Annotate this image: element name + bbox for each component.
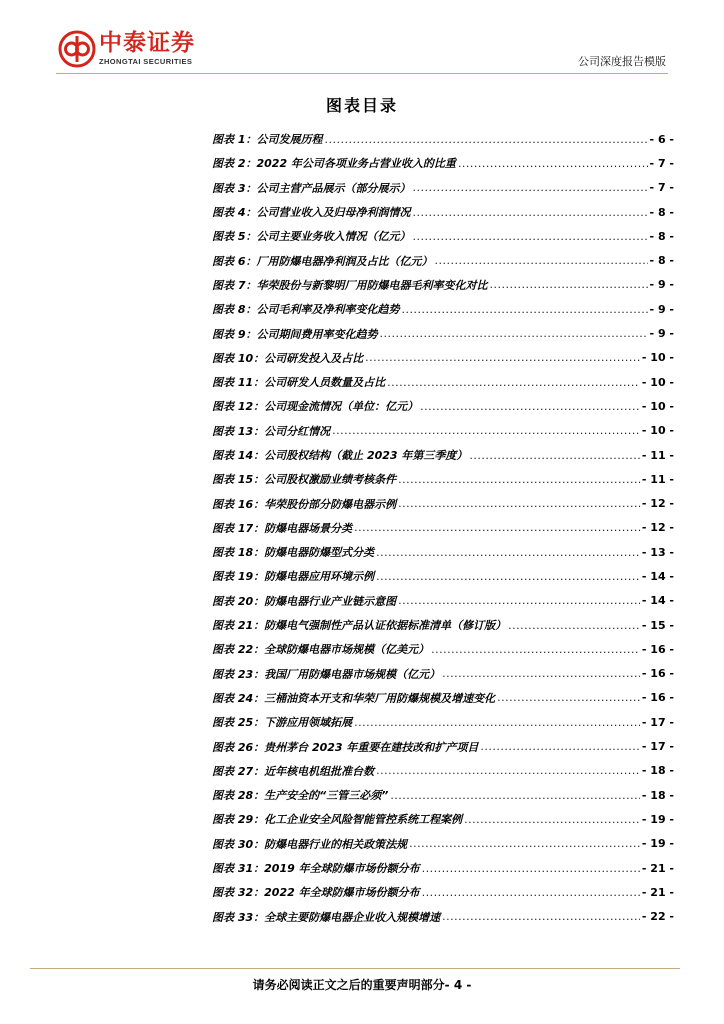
toc-entry-title: 图表 22：全球防爆电器市场规模（亿美元） [212,643,430,657]
toc-entry-page: - 7 - [649,156,674,170]
toc-entry[interactable] [212,467,674,491]
toc-entry[interactable] [212,127,674,151]
toc-leader-dots [324,133,647,146]
toc-entry-page: - 14 - [641,569,674,583]
toc-entry-title: 图表 28：生产安全的“三管三必须” [212,789,389,803]
page-header [0,0,724,80]
toc-leader-dots [412,181,647,194]
toc-entry-page: - 15 - [641,618,674,632]
toc-leader-dots [332,424,640,437]
toc-entry-title: 图表 2：2022 年公司各项业务占营业收入的比重 [212,157,456,171]
toc-leader-dots [464,813,640,826]
toc-entry-page: - 16 - [641,642,674,656]
zhongtai-logo-icon [58,30,96,68]
toc-entry-page: - 17 - [641,740,674,754]
toc-leader-dots [376,570,640,583]
toc-leader-dots [480,740,639,753]
toc-leader-dots [412,206,647,219]
toc-entry[interactable] [212,637,674,661]
toc-entry-page: - 8 - [649,229,674,243]
toc-entry-page: - 10 - [641,424,674,438]
toc-entry-title: 图表 32：2022 年全球防爆市场份额分布 [212,886,420,900]
toc-entry-title: 图表 6：厂用防爆电器净利润及占比（亿元） [212,254,433,268]
toc-entry[interactable] [212,248,674,272]
toc-leader-dots [376,546,640,559]
page-footer [0,976,724,993]
toc-entry-title: 图表 12：公司现金流情况（单位：亿元） [212,400,419,414]
toc-entry[interactable] [212,200,674,224]
toc-entry[interactable] [212,880,674,904]
toc-leader-dots [422,886,640,899]
toc-entry-title: 图表 9：公司期间费用率变化趋势 [212,327,378,341]
toc-leader-dots [398,594,640,607]
toc-leader-dots [497,691,640,704]
toc-entry-page: - 16 - [641,691,674,705]
toc-leader-dots [412,230,647,243]
toc-entry-title: 图表 1：公司发展历程 [212,133,323,147]
toc-entry-title: 图表 24：三桶油资本开支和华荣厂用防爆规模及增速变化 [212,691,496,705]
toc-entry[interactable] [212,273,674,297]
toc-leader-dots [354,716,640,729]
toc-entry[interactable] [212,564,674,588]
toc-entry-page: - 9 - [649,302,674,316]
toc-entry-page: - 21 - [641,885,674,899]
toc-entry[interactable] [212,832,674,856]
toc-entry[interactable] [212,443,674,467]
toc-entry-page: - 8 - [649,205,674,219]
toc-entry-page: - 19 - [641,812,674,826]
toc-entry-title: 图表 14：公司股权结构（截止 2023 年第三季度） [212,449,468,462]
toc-entry[interactable] [212,807,674,831]
toc-entry-title: 图表 17：防爆电器场景分类 [212,521,353,535]
toc-entry-title: 图表 30：防爆电器行业的相关政策法规 [212,837,408,851]
document-type: 公司深度报告模版 [578,55,666,68]
toc-entry-page: - 10 - [641,375,674,389]
toc-entry[interactable] [212,613,674,637]
toc-entry[interactable] [212,224,674,248]
toc-entry-title: 图表 21：防爆电气强制性产品认证依据标准清单（修订版） [212,619,507,633]
toc-entry[interactable] [212,905,674,929]
toc-entry-page: - 10 - [641,399,674,413]
toc-entry[interactable] [212,540,674,564]
toc-entry[interactable] [212,734,674,758]
toc-entry-page: - 16 - [641,667,674,681]
toc-entry-title: 图表 29：化工企业安全风险智能管控系统工程案例 [212,813,463,827]
toc-entry-title: 图表 11：公司研发人员数量及占比 [212,376,386,390]
toc-entry-page: - 14 - [641,594,674,608]
toc-leader-dots [390,789,640,802]
toc-leader-dots [489,278,647,291]
toc-entry-page: - 22 - [641,910,674,924]
toc-leader-dots [469,449,639,462]
toc-entry[interactable] [212,662,674,686]
toc-entry-page: - 11 - [641,472,674,486]
toc-entry-page: - 9 - [649,327,674,341]
toc-title: 图表目录 [325,96,398,115]
toc-entry-title: 图表 19：防爆电器应用环境示例 [212,570,375,584]
toc-leader-dots [398,497,640,510]
toc-leader-dots [354,521,640,534]
header-divider [56,73,668,74]
toc-entry-title: 图表 18：防爆电器防爆型式分类 [212,546,375,560]
toc-entry-title: 图表 33：全球主要防爆电器企业收入规模增速 [212,910,441,924]
toc-entry-title: 图表 16：华荣股份部分防爆电器示例 [212,497,397,511]
toc-entry[interactable] [212,516,674,540]
toc-leader-dots [379,327,647,340]
toc-leader-dots [420,400,640,413]
toc-entry-page: - 6 - [649,132,674,146]
figure-list [212,127,674,929]
toc-entry-title: 图表 20：防爆电器行业产业链示意图 [212,594,397,608]
toc-entry-title: 图表 23：我国厂用防爆电器市场规模（亿元） [212,667,441,681]
toc-leader-dots [431,643,640,656]
toc-entry-title: 图表 15：公司股权激励业绩考核条件 [212,473,397,487]
toc-leader-dots [458,157,648,170]
toc-entry-page: - 13 - [641,545,674,559]
toc-entry[interactable] [212,419,674,443]
toc-leader-dots [508,619,640,632]
footer-divider [30,968,680,969]
brand-name: 中泰证券 [99,30,195,56]
toc-entry[interactable] [212,370,674,394]
toc-entry-title: 图表 31：2019 年全球防爆市场份额分布 [212,862,420,876]
toc-entry[interactable] [212,856,674,880]
toc-leader-dots [387,376,640,389]
toc-entry-title: 图表 25：下游应用领域拓展 [212,716,353,730]
toc-entry[interactable] [212,297,674,321]
toc-entry[interactable] [212,759,674,783]
toc-entry-title: 图表 10：公司研发投入及占比 [212,351,364,365]
toc-leader-dots [422,862,640,875]
toc-entry-title: 图表 3：公司主营产品展示（部分展示） [212,181,411,195]
toc-leader-dots [434,254,647,267]
toc-entry[interactable] [212,346,674,370]
toc-entry-title: 图表 13：公司分红情况 [212,424,331,438]
toc-entry-title: 图表 7：华荣股份与新黎明厂用防爆电器毛利率变化对比 [212,278,488,292]
footer-disclaimer: 请务必阅读正文之后的重要声明部分 [252,978,445,992]
toc-entry-title: 图表 8：公司毛利率及净利率变化趋势 [212,303,400,317]
toc-entry[interactable] [212,686,674,710]
toc-entry[interactable] [212,394,674,418]
toc-leader-dots [442,667,640,680]
toc-entry[interactable] [212,710,674,734]
toc-entry-page: - 10 - [641,351,674,365]
toc-entry-page: - 8 - [649,254,674,268]
toc-entry-page: - 18 - [641,764,674,778]
toc-entry[interactable] [212,783,674,807]
brand-name-english: ZHONGTAI SECURITIES [99,57,193,66]
toc-entry-title: 图表 4：公司营业收入及归母净利润情况 [212,206,411,220]
toc-entry[interactable] [212,321,674,345]
toc-leader-dots [376,764,640,777]
toc-entry-page: - 12 - [641,497,674,511]
toc-entry[interactable] [212,176,674,200]
toc-entry-title: 图表 5：公司主要业务收入情况（亿元） [212,230,411,244]
toc-entry-title: 图表 26：贵州茅台 2023 年重要在建技改和扩产项目 [212,740,479,754]
toc-leader-dots [409,837,640,850]
toc-entry[interactable] [212,151,674,175]
toc-leader-dots [365,351,640,364]
toc-entry[interactable] [212,589,674,613]
toc-entry-page: - 17 - [641,715,674,729]
toc-entry[interactable] [212,491,674,515]
toc-entry-page: - 19 - [641,837,674,851]
toc-entry-page: - 9 - [649,278,674,292]
toc-entry-page: - 11 - [641,448,674,462]
toc-entry-page: - 7 - [649,181,674,195]
toc-entry-page: - 12 - [641,521,674,535]
toc-entry-title: 图表 27：近年核电机组批准台数 [212,764,375,778]
footer-page-number: - 4 - [444,978,472,992]
toc-leader-dots [398,473,640,486]
toc-leader-dots [442,910,640,923]
toc-leader-dots [401,303,647,316]
toc-entry-page: - 21 - [641,861,674,875]
toc-entry-page: - 18 - [641,788,674,802]
